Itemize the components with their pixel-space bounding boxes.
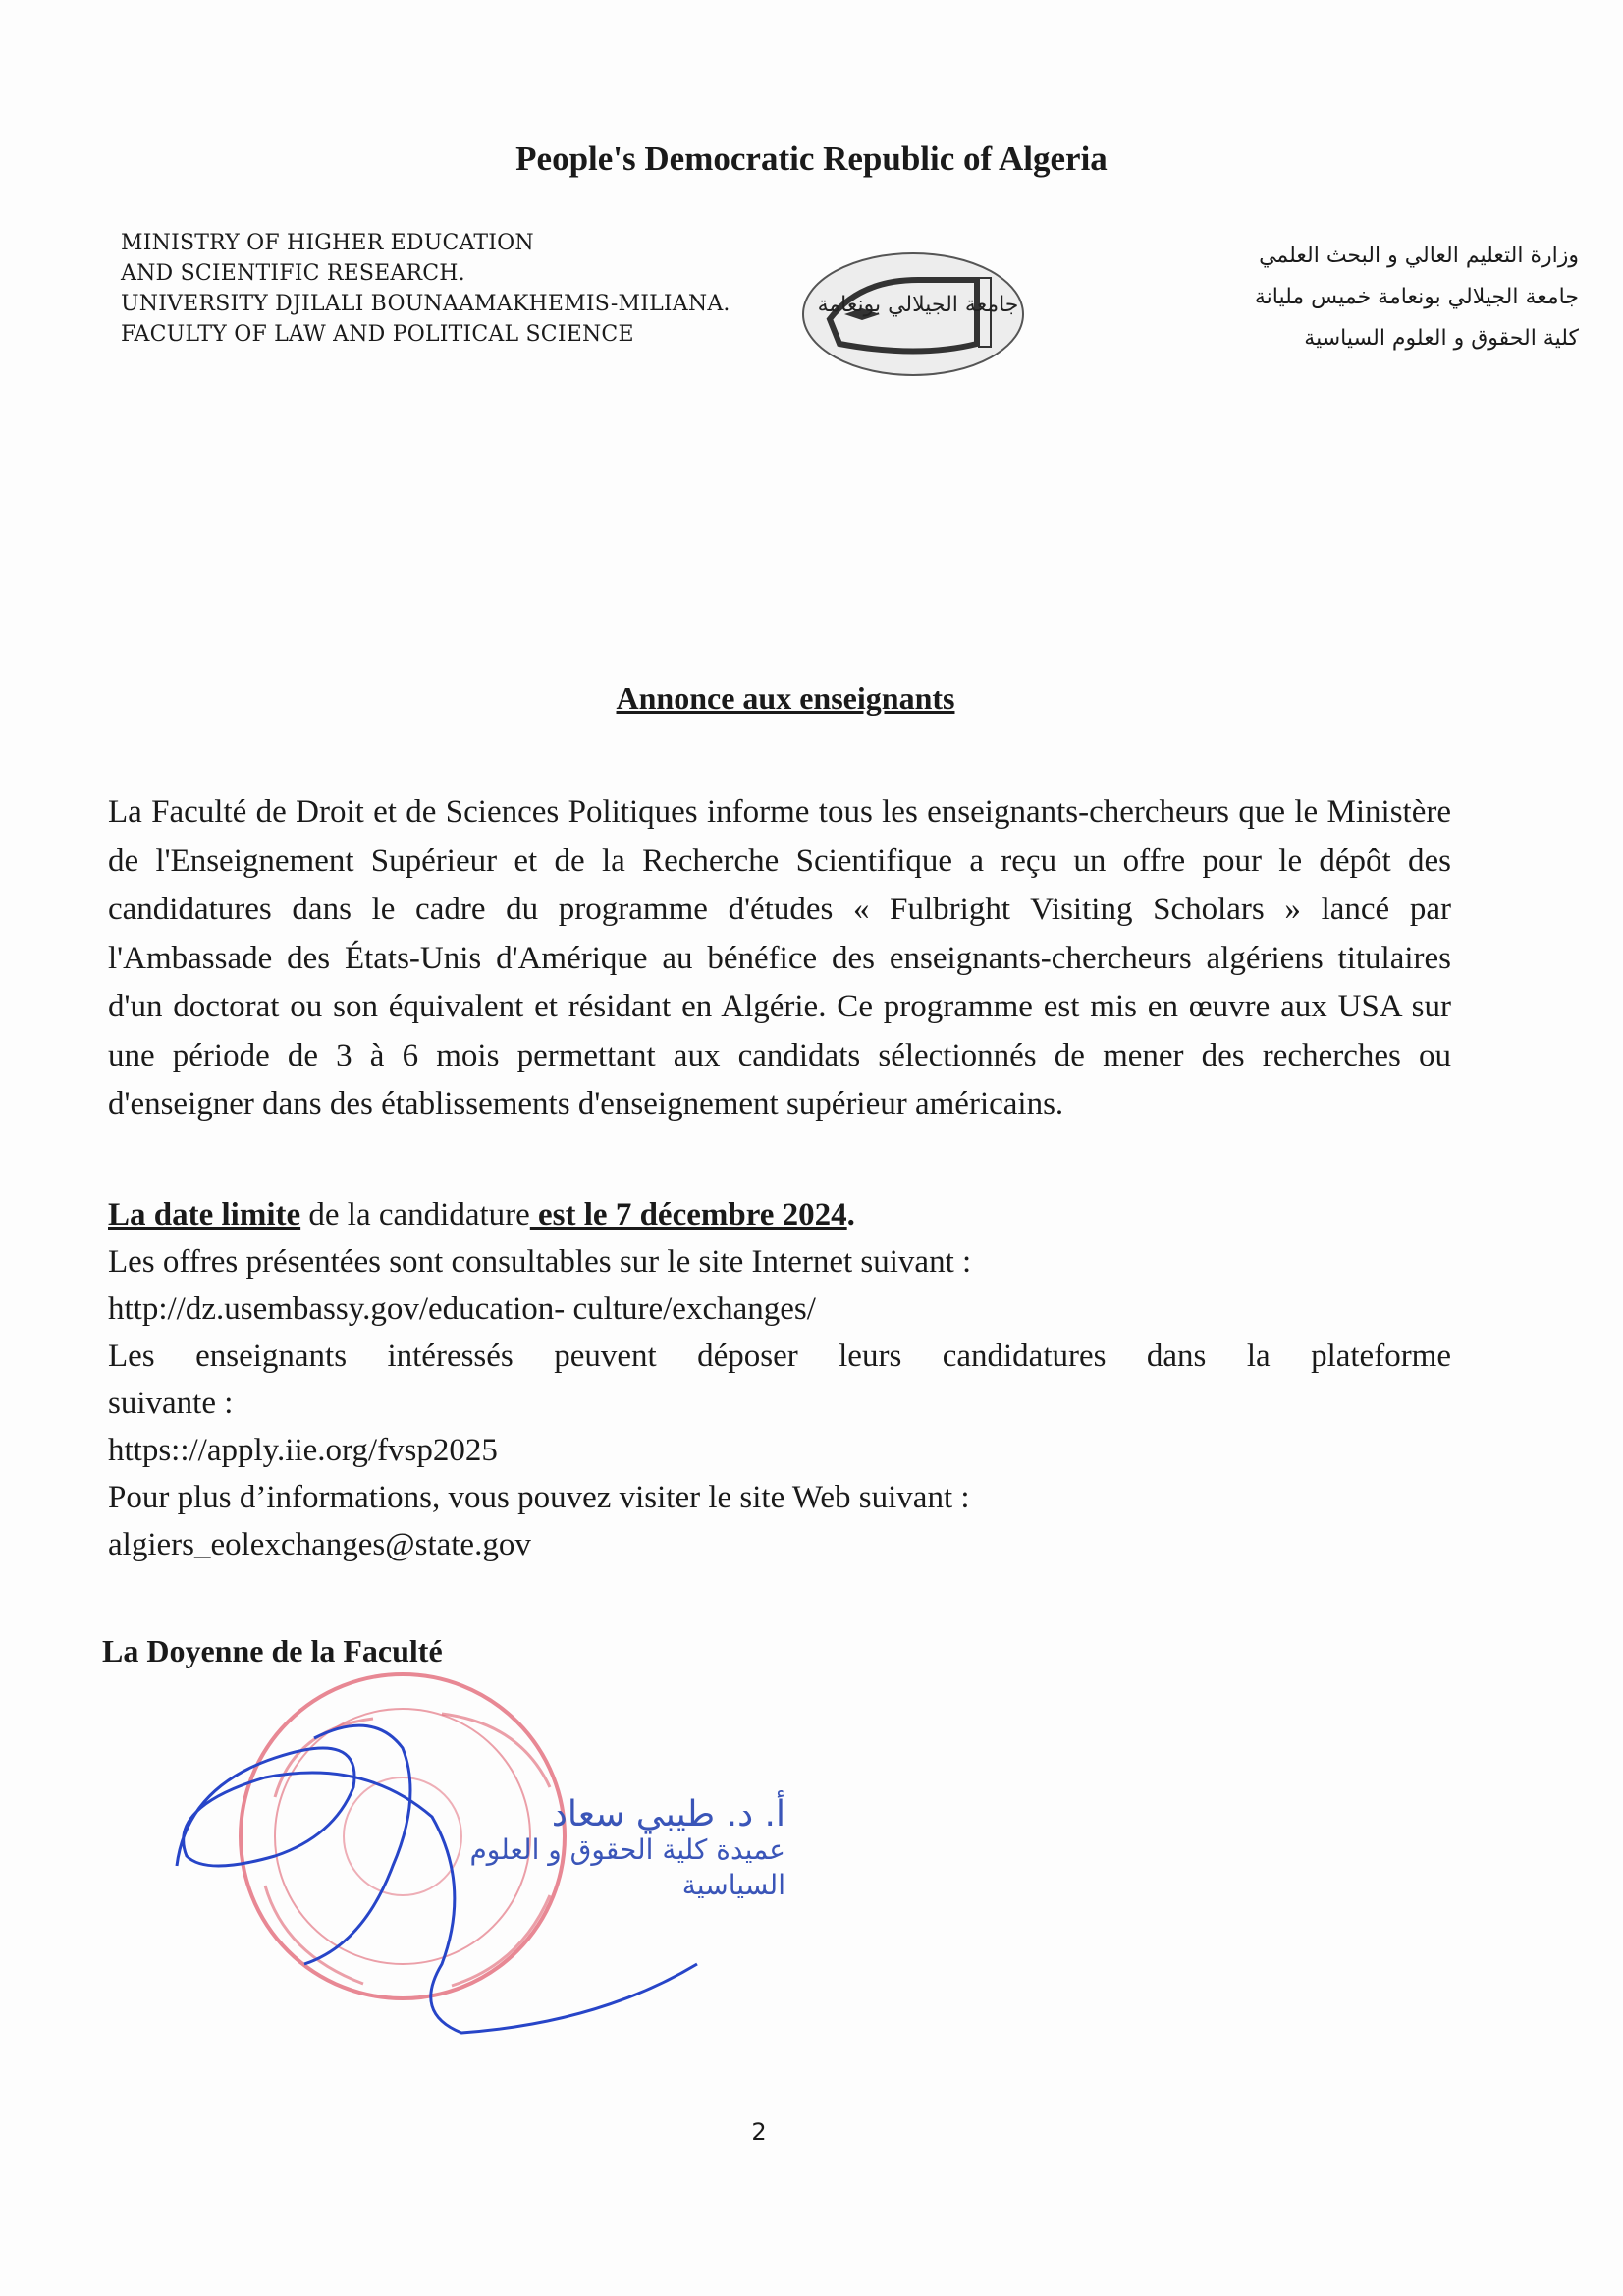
announcement-details xyxy=(108,1191,1451,1568)
signatory-role: عميدة كلية الحقوق و العلوم xyxy=(469,1833,785,1866)
deadline-value: est le 7 décembre 2024 xyxy=(529,1197,847,1232)
ministry-line-ar: وزارة التعليم العالي و البحث العلمي xyxy=(1259,244,1579,268)
faculty-line-ar: كلية الحقوق و العلوم السياسية xyxy=(1304,326,1579,351)
apply-url: https:://apply.iie.org/fvsp2025 xyxy=(108,1433,498,1468)
university-logo-icon xyxy=(800,250,1026,378)
announcement-title: Annonce aux enseignants xyxy=(616,681,955,716)
university-line: UNIVERSITY DJILALI BOUNAAMAKHEMIS-MILIANA. xyxy=(121,292,730,316)
faculty-line: FACULTY OF LAW AND POLITICAL SCIENCE xyxy=(121,322,634,347)
ministry-block-en xyxy=(121,228,730,350)
signatory-role-2: السياسية xyxy=(681,1869,785,1901)
university-logo xyxy=(800,250,1026,378)
offers-text: Les offres présentées sont consultables sur le site Internet suivant : xyxy=(108,1244,972,1280)
announcement-body xyxy=(108,789,1451,1129)
signature-title: La Doyenne de la Faculté xyxy=(102,1633,443,1668)
announcement-paragraph: La Faculté de Droit et de Sciences Politiques informe tous les enseignants-chercheurs que le Ministère de l'Enseignement Supérieur et de la Recherche Scientifique a reçu un offre pour le dépôt des candidatures dans le cadre du programme d'études « Fulbright Visiting Scholars » lancé par l'Ambassade des États-Unis d'Amérique au bénéfice des enseignants-chercheurs algériens titulaires d'un doctorat ou son équivalent et résidant en Algérie. Ce programme est mis en œuvre aux USA sur une période de 3 à 6 mois permettant aux candidats sélectionnés de mener des recherches ou d'enseigner dans des établissements d'enseignement supérieur américains. xyxy=(108,794,1451,1121)
ministry-line: AND SCIENTIFIC RESEARCH. xyxy=(121,261,465,286)
signatory-name: أ. د. طيبي سعاد xyxy=(551,1794,785,1834)
ministry-line: MINISTRY OF HIGHER EDUCATION xyxy=(121,231,534,255)
ministry-block-ar xyxy=(1255,236,1579,359)
deadline-line xyxy=(108,1191,1451,1238)
page-number: 2 xyxy=(751,2118,767,2146)
deadline-mid: de la candidature xyxy=(300,1197,530,1232)
apply-text-2: suivante : xyxy=(108,1386,234,1421)
republic-title: People's Democratic Republic of Algeria xyxy=(515,139,1108,178)
deadline-label: La date limite xyxy=(108,1197,301,1232)
apply-text: Les enseignants intéressés peuvent déposer leurs candidatures dans la plateforme xyxy=(108,1339,1451,1374)
info-email: algiers_eolexchanges@state.gov xyxy=(108,1527,531,1562)
signatory-block xyxy=(422,1794,785,1903)
deadline-end: . xyxy=(846,1197,855,1232)
info-text: Pour plus d’informations, vous pouvez visiter le site Web suivant : xyxy=(108,1480,970,1515)
offers-url: http://dz.usembassy.gov/education- culture/exchanges/ xyxy=(108,1291,816,1327)
university-line-ar: جامعة الجيلالي بونعامة خميس مليانة xyxy=(1254,285,1579,309)
logo-text: جامعة الجيلالي بونعامة xyxy=(817,293,1019,317)
